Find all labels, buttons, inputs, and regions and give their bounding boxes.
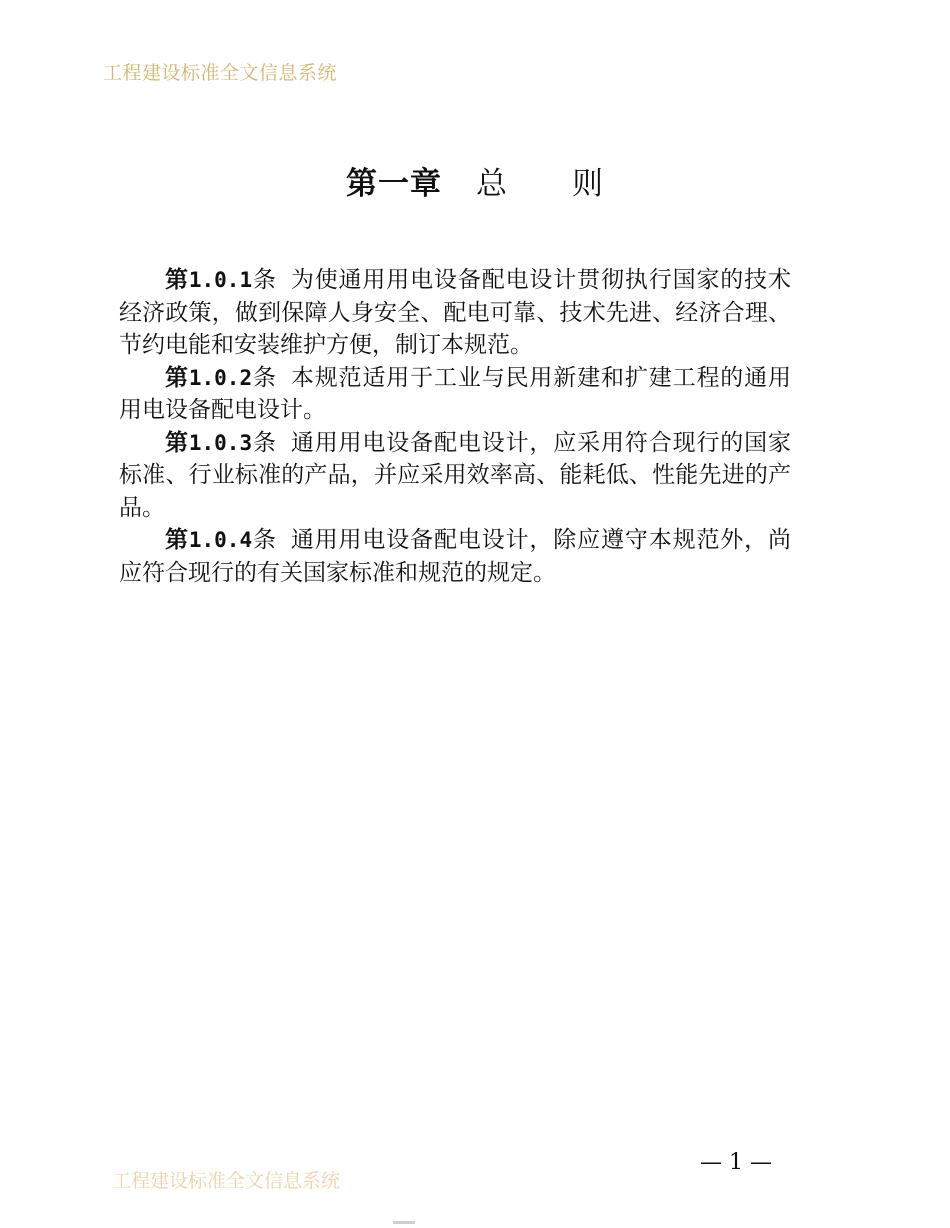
clause-text: 通用用电设备配电设计，应采用符合现行的国家标准、行业标准的产品，并应采用效率高、能耗低、性能先进的产品。 <box>119 429 792 521</box>
clause-1-0-2 <box>119 362 791 427</box>
chapter-body <box>119 264 791 589</box>
clause-number: 1.0.4 <box>188 528 253 552</box>
clause-1-0-3 <box>119 427 791 525</box>
clause-1-0-4 <box>119 524 791 589</box>
footer-scan-mark <box>393 1221 415 1224</box>
clause-text: 为使通用用电设备配电设计贯彻执行国家的技术经济政策，做到保障人身安全、配电可靠、技术先进、经济合理、节约电能和安装维护方便，制订本规范。 <box>119 267 792 358</box>
clause-number: 1.0.3 <box>188 430 253 455</box>
clause-text: 本规范适用于工业与民用新建和扩建工程的通用用电设备配电设计。 <box>119 364 792 423</box>
chapter-title-part2: 则 <box>572 166 604 202</box>
clause-1-0-1 <box>119 264 791 362</box>
header-watermark: 工程建设标准全文信息系统 <box>103 62 338 84</box>
chapter-number: 第一章 <box>346 166 442 202</box>
clause-number: 1.0.2 <box>188 365 253 390</box>
clause-label: 第1.0.2条 <box>165 364 277 391</box>
chapter-title-part1: 总 <box>476 166 508 202</box>
clause-number: 1.0.1 <box>188 268 253 292</box>
clause-text: 通用用电设备配电设计，除应遵守本规范外，尚应符合现行的有关国家标准和规范的规定。 <box>119 527 792 586</box>
page-number: — 1 — <box>700 1150 772 1175</box>
clause-label: 第1.0.1条 <box>165 267 277 293</box>
clause-label: 第1.0.3条 <box>165 429 277 456</box>
clause-label: 第1.0.4条 <box>165 527 277 553</box>
chapter-title <box>0 158 950 203</box>
footer-watermark: 工程建设标准全文信息系统 <box>112 1170 341 1192</box>
